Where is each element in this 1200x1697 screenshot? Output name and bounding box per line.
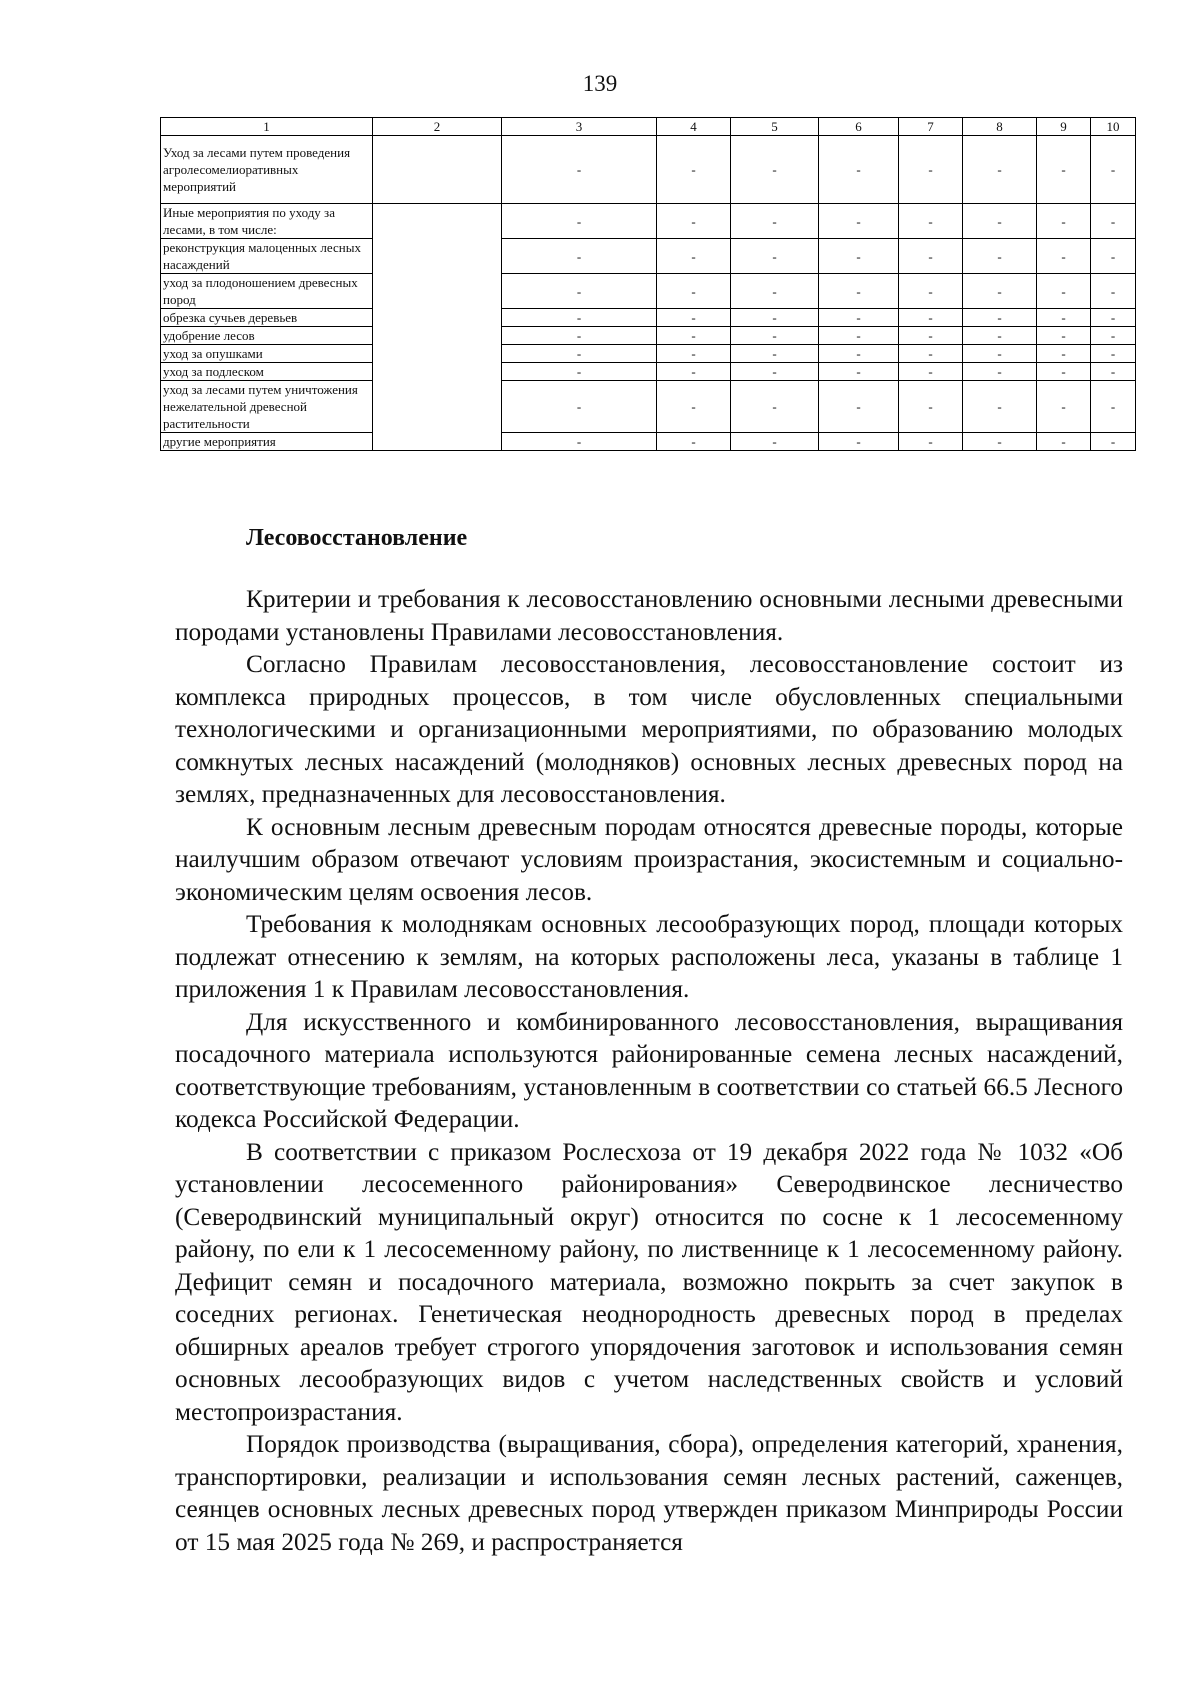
- value-cell: -: [899, 327, 963, 345]
- value-cell: -: [1091, 204, 1136, 239]
- value-cell: -: [1091, 239, 1136, 274]
- value-cell: -: [731, 345, 819, 363]
- activity-name-cell: уход за плодоношением древесных пород: [161, 274, 373, 309]
- value-cell: -: [899, 136, 963, 204]
- value-cell: -: [731, 136, 819, 204]
- value-cell: -: [1037, 363, 1091, 381]
- value-cell: -: [731, 274, 819, 309]
- value-cell: -: [819, 433, 899, 451]
- value-cell: -: [963, 327, 1037, 345]
- paragraph: Порядок производства (выращивания, сбора), определения категорий, хранения, транспортировки, реализации и использования семян лесных растений, саженцев, сеянцев основных лесных древесных пород утвержден приказом Минприроды России от 15 мая 2025 года № 269, и распространяется: [175, 1430, 1123, 1556]
- value-cell: -: [899, 363, 963, 381]
- value-cell: -: [731, 363, 819, 381]
- value-cell: -: [731, 239, 819, 274]
- column-2-cell: [373, 204, 502, 451]
- activity-name-cell: другие мероприятия: [161, 433, 373, 451]
- value-cell: -: [657, 345, 731, 363]
- value-cell: -: [502, 345, 657, 363]
- header-cell: 7: [899, 118, 963, 136]
- activity-name-cell: уход за опушками: [161, 345, 373, 363]
- table-row: [161, 433, 1136, 451]
- activity-name-cell: уход за лесами путем уничтожения нежелательной древесной растительности: [161, 381, 373, 433]
- value-cell: -: [819, 309, 899, 327]
- value-cell: -: [731, 309, 819, 327]
- table-row: [161, 327, 1136, 345]
- value-cell: -: [1091, 433, 1136, 451]
- value-cell: -: [1037, 274, 1091, 309]
- value-cell: -: [1091, 381, 1136, 433]
- value-cell: -: [502, 381, 657, 433]
- value-cell: -: [819, 363, 899, 381]
- table-row: [161, 381, 1136, 433]
- value-cell: -: [657, 136, 731, 204]
- activity-name-cell: Иные мероприятия по уходу за лесами, в том числе:: [161, 204, 373, 239]
- section-heading: Лесовосстановление: [246, 525, 468, 551]
- value-cell: -: [819, 345, 899, 363]
- value-cell: -: [963, 433, 1037, 451]
- value-cell: -: [819, 204, 899, 239]
- paragraph: Критерии и требования к лесовосстановлению основными лесными древесными породами установлены Правилами лесовосстановления.: [175, 585, 1123, 646]
- value-cell: -: [1091, 309, 1136, 327]
- value-cell: -: [731, 204, 819, 239]
- value-cell: -: [1091, 136, 1136, 204]
- value-cell: -: [819, 274, 899, 309]
- table-row: [161, 309, 1136, 327]
- table-row: [161, 136, 1136, 204]
- value-cell: -: [657, 433, 731, 451]
- value-cell: -: [502, 136, 657, 204]
- value-cell: -: [963, 136, 1037, 204]
- header-cell: 5: [731, 118, 819, 136]
- value-cell: -: [502, 239, 657, 274]
- value-cell: -: [1091, 327, 1136, 345]
- value-cell: -: [502, 309, 657, 327]
- value-cell: -: [899, 433, 963, 451]
- value-cell: -: [657, 239, 731, 274]
- value-cell: -: [1091, 345, 1136, 363]
- activity-name-cell: обрезка сучьев деревьев: [161, 309, 373, 327]
- paragraph: Требования к молоднякам основных лесообразующих пород, площади которых подлежат отнесению к землям, на которых расположены леса, указаны в таблице 1 приложения 1 к Правилам лесовосстановления.: [175, 910, 1123, 1003]
- table-row: [161, 204, 1136, 239]
- value-cell: -: [899, 309, 963, 327]
- value-cell: -: [731, 381, 819, 433]
- header-cell: 3: [502, 118, 657, 136]
- value-cell: -: [502, 363, 657, 381]
- header-cell: 9: [1037, 118, 1091, 136]
- table-row: [161, 345, 1136, 363]
- value-cell: -: [819, 136, 899, 204]
- paragraph: К основным лесным древесным породам относятся древесные породы, которые наилучшим образом отвечают условиям произрастания, экосистемным и социально-экономическим целям освоения лесов.: [175, 812, 1123, 906]
- value-cell: -: [963, 274, 1037, 309]
- activity-name-cell: удобрение лесов: [161, 327, 373, 345]
- value-cell: -: [502, 433, 657, 451]
- value-cell: -: [657, 274, 731, 309]
- value-cell: -: [657, 327, 731, 345]
- value-cell: -: [502, 274, 657, 309]
- table-row: [161, 274, 1136, 309]
- paragraph: Для искусственного и комбинированного лесовосстановления, выращивания посадочного материала используются районированные семена лесных насаждений, соответствующие требованиям, установленным в соответствии со статьей 66.5 Лесного кодекса Российской Федерации.: [175, 1007, 1123, 1133]
- paragraph: В соответствии с приказом Рослесхоза от 19 декабря 2022 года № 1032 «Об установлении лесосеменного районирования» Северодвинское лесничество (Северодвинский муниципальный округ) относится по сосне к 1 лесосеменному району, по ели к 1 лесосеменному району, по лиственнице к 1 лесосеменному району. Дефицит семян и посадочного материала, возможно покрыть за счет закупок в соседних регионах. Генетическая неоднородность древесных пород в пределах обширных ареалов требует строгого упорядочения заготовок и использования семян основных лесообразующих видов с учетом наследственных свойств и условий местопроизрастания.: [175, 1137, 1123, 1426]
- value-cell: -: [899, 204, 963, 239]
- value-cell: -: [963, 345, 1037, 363]
- value-cell: -: [899, 381, 963, 433]
- header-cell: 10: [1091, 118, 1136, 136]
- value-cell: -: [1091, 363, 1136, 381]
- table-row: [161, 239, 1136, 274]
- header-cell: 6: [819, 118, 899, 136]
- value-cell: -: [819, 381, 899, 433]
- table-row: [161, 363, 1136, 381]
- value-cell: -: [963, 239, 1037, 274]
- value-cell: -: [1037, 309, 1091, 327]
- value-cell: -: [819, 239, 899, 274]
- value-cell: -: [1037, 433, 1091, 451]
- table-header-row: [161, 118, 1136, 136]
- column-2-cell: [373, 136, 502, 204]
- activities-table: [160, 117, 1136, 451]
- value-cell: -: [963, 204, 1037, 239]
- value-cell: -: [899, 239, 963, 274]
- value-cell: -: [963, 381, 1037, 433]
- value-cell: -: [657, 363, 731, 381]
- value-cell: -: [963, 309, 1037, 327]
- value-cell: -: [819, 327, 899, 345]
- value-cell: -: [899, 345, 963, 363]
- value-cell: -: [657, 204, 731, 239]
- paragraph: Согласно Правилам лесовосстановления, лесовосстановление состоит из комплекса природных процессов, в том числе обусловленных специальными технологическими и организационными мероприятиями, по образованию молодых сомкнутых лесных насаждений (молодняков) основных лесных древесных пород на землях, предназначенных для лесовосстановления.: [175, 650, 1123, 808]
- value-cell: -: [1037, 136, 1091, 204]
- value-cell: -: [1037, 345, 1091, 363]
- value-cell: -: [731, 433, 819, 451]
- value-cell: -: [731, 327, 819, 345]
- value-cell: -: [502, 327, 657, 345]
- value-cell: -: [1037, 381, 1091, 433]
- value-cell: -: [1037, 239, 1091, 274]
- page-number: 139: [582, 71, 618, 96]
- value-cell: -: [657, 381, 731, 433]
- header-cell: 8: [963, 118, 1037, 136]
- activity-name-cell: уход за подлеском: [161, 363, 373, 381]
- header-cell: 1: [161, 118, 373, 136]
- value-cell: -: [1037, 327, 1091, 345]
- header-cell: 4: [657, 118, 731, 136]
- header-cell: 2: [373, 118, 502, 136]
- activity-name-cell: Уход за лесами путем проведения агролесомелиоративных мероприятий: [161, 136, 373, 204]
- value-cell: -: [657, 309, 731, 327]
- value-cell: -: [1037, 204, 1091, 239]
- value-cell: -: [899, 274, 963, 309]
- value-cell: -: [502, 204, 657, 239]
- activity-name-cell: реконструкция малоценных лесных насаждений: [161, 239, 373, 274]
- value-cell: -: [963, 363, 1037, 381]
- body-text: [175, 583, 1123, 1558]
- value-cell: -: [1091, 274, 1136, 309]
